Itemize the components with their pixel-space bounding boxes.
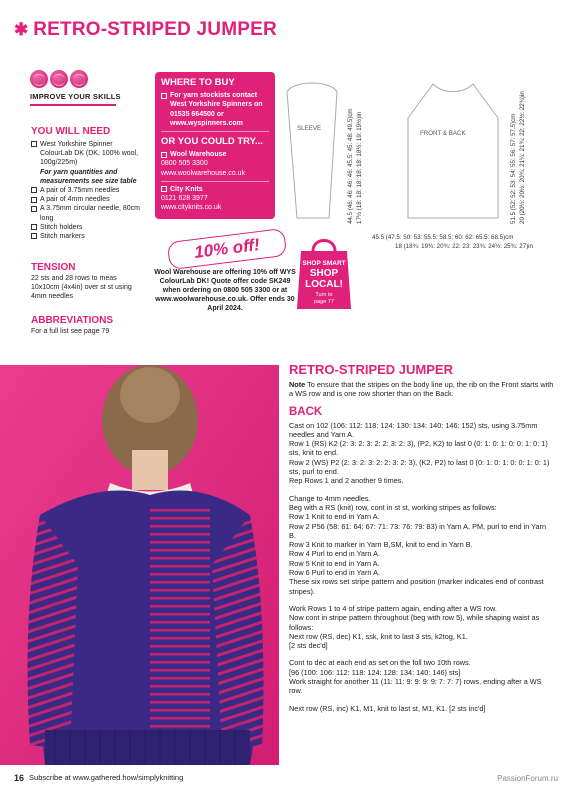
page-title: RETRO-STRIPED JUMPER bbox=[33, 19, 277, 40]
shop-phone: 0121 628 3977 bbox=[161, 195, 208, 203]
pattern-line: Beg with a RS (knit) row, cont in st st, working stripes as follows: bbox=[289, 502, 497, 512]
subscribe-link[interactable]: Subscribe at www.gathered.how/simplyknitting bbox=[29, 773, 184, 782]
sleeve-label: SLEEVE bbox=[297, 125, 322, 132]
pattern-line: Row 1 Knit to end in Yarn A. bbox=[289, 512, 380, 522]
pattern-line: Row 5 Knit to end in Yarn A. bbox=[289, 558, 380, 568]
checkbox[interactable] bbox=[31, 224, 37, 230]
pattern-line: Row 1 (RS) K2 (2: 3: 2: 3: 2: 2: 3: 2: 3), (P2, K2) to last 0 (0: 1: 0: 1: 0: 0: 1: 0: 1) sts, knit to end. bbox=[289, 439, 548, 458]
checkbox[interactable] bbox=[31, 187, 37, 193]
pattern-line: These six rows set stripe pattern and position (marker indicates end of contrast stripes). bbox=[289, 577, 544, 596]
skill-label: IMPROVE YOUR SKILLS bbox=[30, 92, 121, 101]
tension-text: 22 sts and 28 rows to meas 10x10cm (4x4in) over st st using 4mm needles bbox=[31, 275, 132, 301]
pattern-line: Row 6 Purl to end in Yarn A. bbox=[289, 568, 380, 578]
skill-level bbox=[30, 70, 121, 106]
sleeve-outline bbox=[283, 78, 343, 228]
yarn-ball-icon bbox=[30, 70, 48, 88]
where-to-buy-title: WHERE TO BUY bbox=[161, 77, 235, 88]
front-back-label: FRONT & BACK bbox=[420, 130, 466, 137]
checkbox[interactable] bbox=[31, 197, 37, 203]
pattern-note: Note To ensure that the stripes on the body line up, the rib on the Front starts with a WS row and is one row shorter than on the Back. bbox=[289, 380, 554, 399]
shop-badge-line: page 77 bbox=[314, 299, 334, 305]
pattern-line: [96 (100: 106: 112: 118: 124: 128: 134: 140: 146) sts] bbox=[289, 667, 461, 677]
divider bbox=[161, 131, 269, 132]
list-item: A pair of 4mm needles bbox=[31, 195, 143, 204]
pattern-line: Cast on 102 (106: 112: 118: 124: 130: 134: 140: 146: 152) sts, using 3.75mm needles and Yarn A. bbox=[289, 420, 538, 439]
jumper-photo bbox=[0, 365, 279, 765]
pattern-line: Work Rows 1 to 4 of stripe pattern again, ending after a WS row. bbox=[289, 603, 497, 613]
yarn-note: For yarn quantities and measurements see size table bbox=[40, 168, 137, 185]
pattern-line: [2 sts dec'd] bbox=[289, 641, 328, 651]
shop-link[interactable]: www.cityknits.co.uk bbox=[161, 204, 222, 212]
list-item: Stitch markers bbox=[31, 232, 143, 241]
offer-text: Wool Warehouse are offering 10% off WYS ColourLab DK! Quote offer code SK249 when ordering on 0800 505 3300 or at www.woolwarehouse.co.uk. Offer ends 30 April 2024. bbox=[154, 269, 296, 312]
pattern-line: Row 2 P56 (58: 61: 64: 67: 71: 73: 76: 79: 83) in Yarn A, PM, purl to end in Yarn B. bbox=[289, 521, 547, 540]
pattern-line: Rep Rows 1 and 2 another 9 times. bbox=[289, 476, 404, 486]
checkbox[interactable] bbox=[31, 141, 37, 147]
shop-phone: 0800 505 3300 bbox=[161, 160, 208, 168]
pattern-line: Now cont in stripe pattern throughout (beg with row 5), while shaping waist as follows: bbox=[289, 613, 540, 632]
page-number: 16 bbox=[14, 773, 25, 783]
sleeve-length-in: 17½ (18: 18: 18: 18: 18: 18½: 19: 19½)in bbox=[356, 111, 363, 224]
you-will-need-title: YOU WILL NEED bbox=[31, 126, 111, 137]
back-title: BACK bbox=[289, 405, 323, 418]
checkbox[interactable] bbox=[161, 186, 167, 192]
checkbox[interactable] bbox=[31, 233, 37, 239]
page-header bbox=[14, 19, 277, 41]
checkbox[interactable] bbox=[161, 152, 167, 158]
body-length-in: 20 (20½: 20½: 20¾: 21¼: 21¾: 22: 22½: 22¾)in bbox=[519, 91, 526, 224]
shop-badge-line: LOCAL! bbox=[305, 279, 343, 290]
discount-badge: 10% off! bbox=[167, 228, 288, 270]
body-outline bbox=[398, 78, 508, 228]
yarn-ball-icon bbox=[50, 70, 68, 88]
body-width-in: 18 (18¾: 19¾: 20¾: 22: 23: 23¾: 24½: 25¾: 27)in bbox=[395, 243, 533, 250]
body-width-cm: 45.5 (47.5: 50: 53: 55.5: 58.5: 60: 62: 65.5: 68.5)cm bbox=[372, 234, 514, 241]
pattern-line: Row 4 Purl to end in Yarn A. bbox=[289, 549, 380, 559]
abbreviations-text: For a full list see page 79 bbox=[31, 328, 110, 335]
sleeve-schematic bbox=[283, 78, 363, 238]
body-length-cm: 51.5 (52: 52: 53: 54: 55: 56: 57: 57.5)cm bbox=[510, 113, 517, 224]
pattern-line: Change to 4mm needles. bbox=[289, 493, 371, 503]
shop-badge-line: Turn to bbox=[315, 292, 333, 298]
shop-badge-line: SHOP bbox=[309, 268, 339, 279]
pattern-line: Cont to dec at each end as set on the foll two 10th rows. bbox=[289, 658, 471, 668]
pattern-line: Row 2 (WS) P2 (2: 3: 2: 3: 2: 2: 3: 2: 3), (K2, P2) to last 0 (0: 1: 0: 1: 0: 0: 1: 0: 1) sts, purl to end. bbox=[289, 457, 550, 477]
watermark: PassionForum.ru bbox=[497, 774, 558, 783]
asterisk-icon: ✱ bbox=[14, 20, 29, 39]
pattern-line: Next row (RS, inc) K1, M1, knit to last st, M1, K1. [2 sts inc'd] bbox=[289, 703, 486, 713]
front-back-schematic bbox=[398, 78, 538, 258]
list-item: West Yorkshire Spinner ColourLab DK (DK, 100% wool, 100g/225m) bbox=[31, 140, 143, 168]
shop-badge-line: SHOP SMART bbox=[302, 260, 346, 267]
sleeve-length-cm: 44.5 (46: 46: 46: 46: 45.5: 45: 48: 49.5)cm bbox=[347, 108, 354, 224]
checkbox[interactable] bbox=[31, 206, 37, 212]
alt-shops-title: OR YOU COULD TRY... bbox=[161, 136, 263, 148]
shopping-bag-icon bbox=[295, 235, 353, 311]
materials-list bbox=[31, 140, 143, 241]
where-to-buy-box: WHERE TO BUY For yarn stockists contact West Yorkshire Spinners on 01535 664500 or www.wyspinners.com OR YOU COULD TRY... Wool Warehouse 0800 505 3300 www.woolwarehouse.co.uk City Knits 0121 628 3977 www.cityknits.co.uk bbox=[155, 72, 275, 219]
abbreviations-title: ABBREVIATIONS bbox=[31, 315, 114, 326]
pattern-line: Row 3 Knit to marker in Yarn B,SM, knit to end in Yarn B. bbox=[289, 540, 473, 550]
tension-title: TENSION bbox=[31, 262, 76, 273]
pattern-line: Work straight for another 11 (11: 11: 9: 9: 9: 9: 7: 7: 7) rows, ending after a WS row. bbox=[289, 677, 542, 696]
shop-link[interactable]: www.woolwarehouse.co.uk bbox=[161, 169, 246, 177]
page-footer bbox=[14, 773, 183, 783]
yarn-ball-icon bbox=[70, 70, 88, 88]
list-item: A 3.75mm circular needle, 80cm long bbox=[31, 204, 143, 222]
pattern-instructions bbox=[289, 362, 554, 713]
skill-rating bbox=[30, 70, 121, 88]
divider bbox=[161, 181, 269, 182]
list-item: Stitch holders bbox=[31, 223, 143, 232]
list-item: A pair of 3.75mm needles bbox=[31, 186, 143, 195]
pattern-line: Next row (RS, dec) K1, ssk, knit to last 3 sts, k2tog, K1. bbox=[289, 631, 468, 641]
checkbox[interactable] bbox=[161, 93, 167, 99]
pattern-title: RETRO-STRIPED JUMPER bbox=[289, 362, 453, 377]
divider bbox=[30, 104, 116, 106]
